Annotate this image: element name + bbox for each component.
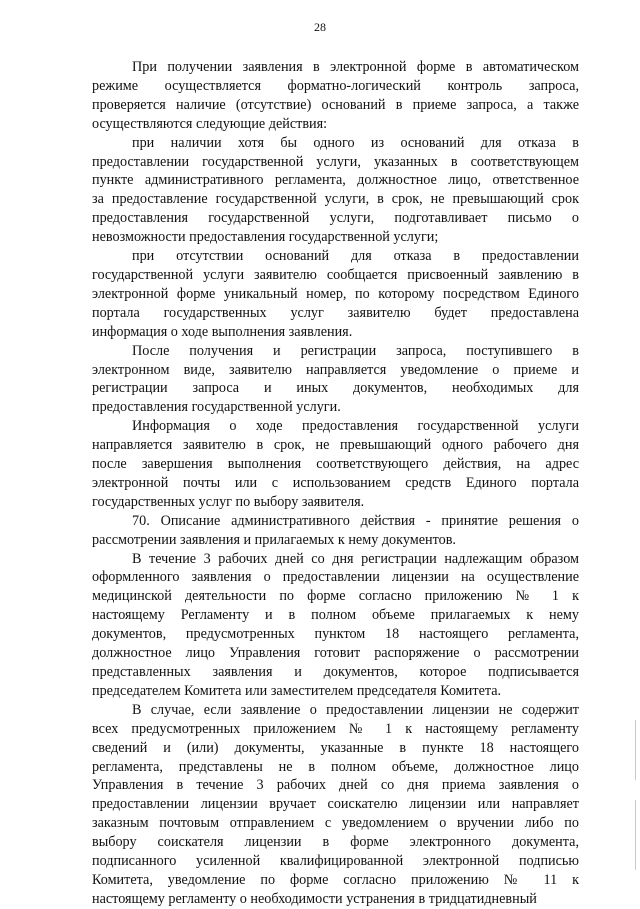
text-line: регламента, представлены не в полном объеме, должностное лицо [92, 758, 579, 775]
text-line: Комитета, уведомление по форме согласно приложению № 11 к [92, 871, 579, 888]
text-line: представленных заявления и документов, которое подписывается [92, 664, 579, 680]
text-line: оформленного заявления о предоставлении лицензии на осуществление [92, 569, 579, 586]
text-line: всех предусмотренных приложением № 1 к настоящему регламенту [92, 720, 579, 737]
text-line: электронной форме уникальный номер, по которому посредством Единого [92, 285, 579, 302]
text-line: При получении заявления в электронной форме в автоматическом [132, 59, 579, 75]
text-line: настоящему регламенту о необходимости устранения в тридцатидневный [92, 890, 537, 907]
text-line: рассмотрении заявления и прилагаемых к нему документов. [92, 531, 456, 548]
document-body [92, 58, 579, 909]
paragraph [92, 247, 579, 342]
paragraph [92, 58, 579, 134]
text-line: электронной почты или с использованием средств Единого портала [92, 474, 579, 491]
text-line: Управления в течение 3 рабочих дней со дня приема заявления о [92, 777, 579, 794]
text-line: регистрации запроса и иных документов, необходимых для [92, 380, 579, 397]
page-number: 28 [314, 20, 326, 34]
text-line: электронном виде, заявителю направляется уведомление о приеме и [92, 361, 579, 378]
text-line: заказным почтовым отправлением с уведомлением о вручении либо по [92, 815, 579, 832]
paragraph [92, 512, 579, 550]
text-line: медицинской деятельности по форме согласно приложению № 1 к [92, 588, 579, 605]
text-line: портала государственных услуг заявителю будет предоставлена [92, 304, 579, 321]
scan-edge-mark [635, 720, 636, 780]
scan-edge-mark [635, 800, 636, 870]
text-line: государственной услуги заявителю сообщается присвоенный заявлению в [92, 266, 579, 283]
text-line: председателем Комитета или заместителем председателя Комитета. [92, 682, 502, 699]
text-line: после завершения выполнения соответствующего действия, на адрес [92, 456, 579, 473]
text-line: при наличии хотя бы одного из оснований для отказа в [132, 134, 579, 151]
text-line: за предоставление государственной услуги, в срок, не превышающий срок [92, 191, 579, 208]
text-line: должностное лицо Управления готовит распоряжение о рассмотрении [92, 645, 579, 662]
text-line: предоставления государственной услуги, подготавливает письмо о [92, 210, 579, 227]
text-line: документов, предусмотренных пунктом 18 настоящего регламента, [92, 626, 579, 643]
text-line: В случае, если заявление о предоставлении лицензии не содержит [132, 701, 579, 718]
text-line: государственных услуг по выбору заявителя. [92, 493, 365, 510]
text-line: направляется заявителю в срок, не превышающий одного рабочего дня [92, 437, 579, 454]
text-line: предоставлении государственной услуги, указанных в соответствующем [92, 153, 579, 170]
text-line: осуществляются следующие действия: [92, 115, 328, 132]
paragraph [92, 550, 579, 701]
paragraph [92, 701, 579, 909]
text-line: предоставления государственной услуги. [92, 399, 341, 416]
text-line: настоящему Регламенту и в полном объеме прилагаемых к нему [92, 607, 579, 624]
text-line: при отсутствии оснований для отказа в предоставлении [132, 248, 579, 265]
text-line: сведений и (или) документы, указанные в пункте 18 настоящего [92, 739, 579, 756]
text-line: После получения и регистрации запроса, поступившего в [132, 342, 579, 359]
paragraph [92, 134, 579, 247]
text-line: Информация о ходе предоставления государственной услуги [132, 418, 579, 435]
text-line: пункте административного регламента, должностное лицо, ответственное [92, 172, 579, 189]
text-line: подписанного усиленной квалифицированной электронной подписью [92, 853, 579, 870]
text-line: 70. Описание административного действия - принятие решения о [132, 512, 579, 529]
text-line: проверяется наличие (отсутствие) оснований в приеме запроса, а также [92, 96, 579, 113]
text-line: информация о ходе выполнения заявления. [92, 323, 353, 340]
text-line: невозможности предоставления государственной услуги; [92, 229, 439, 246]
paragraph [92, 342, 579, 418]
text-line: выбору соискателя лицензии в форме электронного документа, [92, 834, 579, 851]
text-line: В течение 3 рабочих дней со дня регистрации надлежащим образом [132, 550, 579, 567]
text-line: режиме осуществляется форматно-логический контроль запроса, [92, 77, 579, 94]
text-line: предоставлении лицензии вручает соискателю лицензии или направляет [92, 796, 579, 813]
paragraph [92, 417, 579, 512]
